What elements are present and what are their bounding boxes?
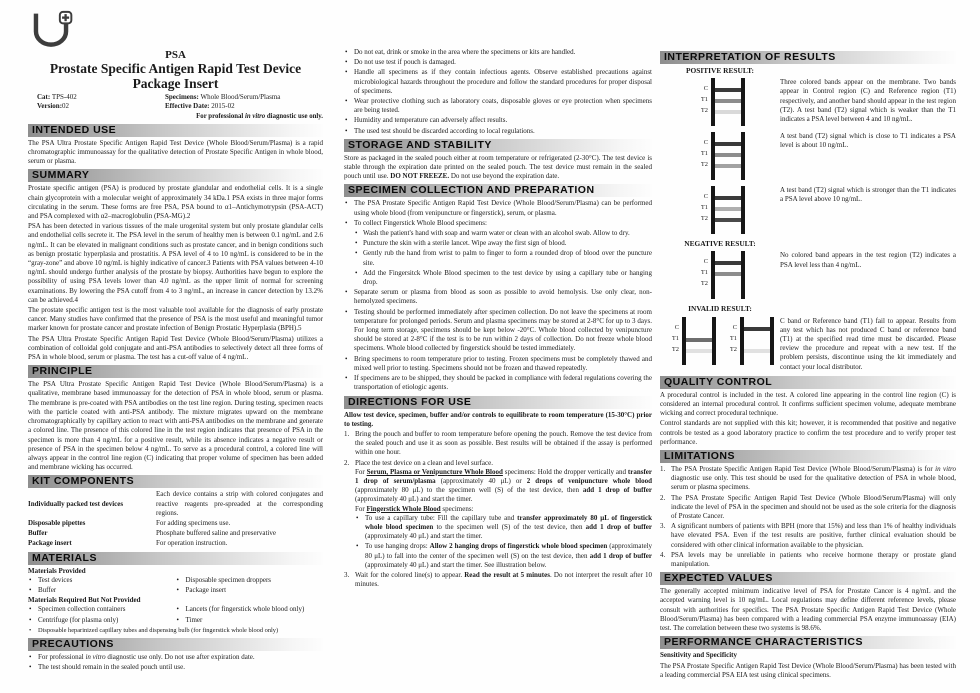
result-band bbox=[715, 207, 741, 211]
positive-result-text-2: A test band (T2) signal which is close to T1 indicates a PSA level is about 10 ng/mL. bbox=[780, 132, 956, 150]
result-band bbox=[715, 218, 741, 222]
kit-components-table bbox=[28, 490, 323, 548]
device-band-labels: C T1 T2 bbox=[700, 85, 708, 115]
summary-p1: Prostate specific antigen (PSA) is produced by prostate glandular and endothelial cells. It is a single chain glycoprotein with a molecular weight of approximately 34 kDa.1 PSA exists in three major forms circulating in the serum. These forms are free PSA, PSA bound to α1–Antichymotrypsin (PSA-ACT) and PSA complexed with α2–macroglobulin (PSA-MG).2 bbox=[28, 184, 323, 221]
list-item: • To collect Fingerstick Whole Blood specimens: • Wash the patient's hand with soap and warm water or clean with an alcohol swab. Allow to dry. • Puncture the skin with a sterile lancet. Wipe away the first sign of blood. • Gently rub the hand from wrist to palm to finger to form a rounded drop of blood over the puncture site. • Add the Fingersitck Whole Blood specimen to the test device by using a capillary tube or hanging drop. bbox=[344, 219, 652, 287]
positive-result-row-3 bbox=[660, 185, 956, 235]
header-meta bbox=[28, 93, 323, 121]
title-line3: Package Insert bbox=[132, 76, 219, 92]
kit-row bbox=[28, 529, 323, 538]
section-header-precautions: PRECAUTIONS bbox=[28, 638, 323, 651]
result-band bbox=[715, 153, 741, 157]
catalog-number: Cat: TPS-402 bbox=[37, 93, 77, 102]
device-band-labels: C T1 T2 bbox=[671, 323, 679, 353]
test-strip bbox=[711, 132, 745, 180]
invalid-result-text: C band or Reference band (T1) fail to appear. Results from any test which has not produced C band or reference band (T1) at the specified read time must be discarded. Please review the procedure and repeat with a new test. If the problem persists, discontinue using the kit immediately and contact your local distributor. bbox=[780, 316, 956, 371]
list-item: • Testing should be performed immediately after specimen collection. Do not leave the specimens at room temperature for prolonged periods. Serum and plasma specimens may be stored at 2-8°C for up to 3 days. For long term storage, specimens should be kept below -20°C. Whole blood collected by venipuncture should be stored at 2-8°C if the test is to be run within 2 days of collection. Do not freeze whole blood specimens. Whole blood collected by fingerstick should be tested immediately. bbox=[344, 308, 652, 354]
list-item: The PSA Prostate Specific Antigen Rapid Test Device (Whole Blood/Serum/Plasma) is for in vitro diagnostic use only. This test should be used for the qualitative detection of PSA in whole blood, serum or plasma specimens. bbox=[671, 465, 957, 492]
list-item: • If specimens are to be shipped, they should be packed in compliance with federal regulations covering the transportation of etiologic agents. bbox=[344, 374, 652, 392]
kit-row bbox=[28, 519, 323, 528]
result-band bbox=[715, 196, 741, 200]
kit-item-desc: For operation instruction. bbox=[156, 539, 228, 548]
list-item: • Disposable heparinized capillary tubes and dispensing bulb (for fingerstick whole blood only) bbox=[28, 626, 323, 635]
section-header-limitations: LIMITATIONS bbox=[660, 450, 956, 463]
result-band bbox=[686, 338, 712, 342]
expected-values-body: The generally accepted minimum indicative level of PSA for Prostate Cancer is 4 ng/mL and the accepted warning level is 10 ng/mL. Local regulations may define different reference levels, please consult with authorities for specifics. The PSA Prostate Specific Antigen Rapid Test Device (Whole Blood/Serum/Plasma) has been compared with a leading commercial PSA enzyme immunoassay (EIA) test. The correlation between these two systems is 98.6%. bbox=[660, 587, 956, 633]
list-item: • Centrifuge (for plasma only) bbox=[28, 616, 176, 625]
test-device-diagram-positive-close bbox=[695, 132, 745, 180]
sub-list-item: • Gently rub the hand from wrist to palm to finger to form a rounded drop of blood over the puncture site. bbox=[354, 249, 652, 267]
result-band bbox=[715, 261, 741, 265]
sub-list-item: • Wash the patient's hand with soap and warm water or clean with an alcohol swab. Allow to dry. bbox=[354, 229, 652, 238]
list-item: • Do not use test if pouch is damaged. bbox=[344, 58, 652, 67]
list-item: • For professional in vitro diagnostic use only. Do not use after expiration date. bbox=[28, 653, 323, 662]
materials-provided-label: Materials Provided bbox=[28, 566, 86, 575]
section-header-storage: STORAGE AND STABILITY bbox=[344, 139, 652, 152]
section-header-principle: PRINCIPLE bbox=[28, 365, 323, 378]
section-header-quality-control: QUALITY CONTROL bbox=[660, 376, 956, 389]
professional-use-note: For professional in vitro diagnostic use only. bbox=[196, 112, 323, 120]
device-band-labels: C T1 T2 bbox=[729, 323, 737, 353]
test-device-diagram-invalid-no-t1 bbox=[724, 317, 774, 365]
sub-list-item: • Puncture the skin with a sterile lancet. Wipe away the first sign of blood. bbox=[354, 239, 652, 248]
list-item: • Specimen collection containers bbox=[28, 605, 176, 614]
directions-step-3: Wait for the colored line(s) to appear. Read the result at 5 minutes. Do not interpret the result after 10 minutes. bbox=[355, 570, 653, 589]
kit-row bbox=[28, 490, 323, 518]
list-item: • Handle all specimens as if they contain infectious agents. Observe established precautions against microbiological hazards throughout the procedure and follow the standard procedures for proper disposal of specimens. bbox=[344, 68, 652, 96]
positive-result-row-2 bbox=[660, 131, 956, 181]
test-device-diagram-invalid-no-c bbox=[666, 317, 716, 365]
list-item: • To use hanging drops: Allow 2 hanging drops of fingerstick whole blood specimen (approximately 80 μL) to fall into the center of the specimen well (S) on the test device, then add 1 drop of buffer (approximately 40 μL) and start the timer. See illustration below. bbox=[355, 542, 652, 570]
result-band bbox=[686, 349, 712, 353]
result-band bbox=[744, 327, 770, 331]
result-band bbox=[715, 99, 741, 103]
step2-fingerstick-label: For Fingerstick Whole Blood specimens: bbox=[355, 504, 474, 513]
step2-fingerstick-methods bbox=[355, 514, 652, 570]
middle-column bbox=[344, 48, 652, 590]
section-header-materials: MATERIALS bbox=[28, 552, 323, 565]
test-device-diagram-negative bbox=[695, 251, 745, 299]
invalid-result-row bbox=[660, 316, 956, 372]
positive-result-label: POSITIVE RESULT: bbox=[686, 66, 754, 75]
list-item: • Lancets (for fingerstick whole blood only) bbox=[176, 605, 324, 614]
list-item: • The used test should be discarded according to local regulations. bbox=[344, 127, 652, 136]
directions-steps bbox=[344, 430, 652, 589]
device-band-labels: C T1 T2 bbox=[700, 193, 708, 223]
result-band bbox=[715, 164, 741, 168]
list-item: • Humidity and temperature can adversely affect results. bbox=[344, 116, 652, 125]
step2-intro: Place the test device on a clean and level surface. bbox=[355, 458, 493, 467]
invalid-result-label: INVALID RESULT: bbox=[688, 304, 752, 314]
section-header-intended-use: INTENDED USE bbox=[28, 124, 323, 137]
test-strip bbox=[711, 251, 745, 299]
negative-result-row bbox=[660, 250, 956, 300]
materials-required bbox=[28, 605, 323, 625]
step2-serum: For Serum, Plasma or Venipuncture Whole Blood specimens: Hold the dropper vertically and transfer 1 drop of serum/plasma (approximately 40 μL) or 2 drops of venipuncture whole blood (approximately 80 μL) to the specimen well (S) of the test device, then add 1 drop of buffer (approximately 40 μL) and start the timer. bbox=[355, 467, 653, 504]
title-line2: Prostate Specific Antigen Rapid Test Device bbox=[49, 61, 302, 77]
kit-item-name: Disposable pipettes bbox=[28, 518, 86, 527]
list-item: • The test should remain in the sealed pouch until use. bbox=[28, 663, 323, 672]
limitations-list bbox=[660, 465, 956, 569]
section-header-summary: SUMMARY bbox=[28, 169, 323, 182]
effective-date: Effective Date: 2015-02 bbox=[165, 102, 235, 111]
title-line1: PSA bbox=[165, 49, 186, 62]
list-item: • To use a capillary tube: Fill the capillary tube and transfer approximately 80 μL of fingerstick whole blood specimen to the specimen well (S) of the test device, then add 1 drop of buffer (approximately 40 μL) and start the timer. bbox=[355, 514, 652, 542]
summary-p2: PSA has been detected in various tissues of the male urogenital system but only prostate glandular cells and endothelial cells secrete it. The PSA level in the serum of healthy men is between 0.1 ng/mL and 2.6 ng/mL. It can be elevated in malignant conditions such as prostate cancer, and in benign conditions such as benign prostatic hyperplasia and prostatitis. A PSA level of 4 to 10 ng/mL is considered to be in the “gray-zone” and above 10 ng/mL is highly indicative of cancer.3 Patients with PSA values between 4-10 ng/mL should undergo further analysis of the prostate by biopsy. Authorities have begun to explore the possibility of using PSA levels lower than 4.0 ng/mL as the upper limit of normal for screening examinations. By lowering the PSA cutoff from 4 to 3 ng/mL, an increase in cancer detection by 13.2% can be achieved.4 bbox=[28, 222, 323, 304]
right-column bbox=[660, 48, 956, 681]
list-item: • Bring specimens to room temperature prior to testing. Frozen specimens must be completely thawed and mixed well prior to testing. Specimens should not be frozen and thawed repeatedly. bbox=[344, 355, 652, 373]
positive-result-text-1: Three colored bands appear on the membrane. Two bands appear in Control region (C) and Reference region (T1) respectively, and another band should appear in the test region (T2). A test band (T2) signal which is weaker than the T1 indicates a PSA level between 4 and 10 ng/mL. bbox=[780, 78, 956, 124]
list-item: • Timer bbox=[176, 616, 324, 625]
directions-step-2 bbox=[344, 459, 652, 570]
sensitivity-specificity-label: Sensitivity and Specificity bbox=[660, 651, 738, 660]
left-column bbox=[28, 8, 323, 673]
summary-p3: The prostate specific antigen test is the most valuable tool available for the diagnosis of early prostate cancer. Many studies have confirmed that the presence of PSA is the most useful and meaningful tumor marker known for prostate cancer and prostate infection of Benign Prostatic Hyperplasia (BPH).5 bbox=[28, 306, 323, 333]
section-header-kit-components: KIT COMPONENTS bbox=[28, 475, 323, 488]
quality-control-p1: A procedural control is included in the test. A colored line appearing in the control line region (C) is considered an internal procedural control. It confirms sufficient specimen volume, adequate membrane wicking and correct procedural technique. bbox=[660, 390, 956, 418]
device-band-labels: C T1 T2 bbox=[700, 139, 708, 169]
list-item: • Buffer bbox=[28, 586, 176, 595]
positive-result-row-1 bbox=[660, 77, 956, 127]
result-band bbox=[744, 349, 770, 353]
kit-item-name: Buffer bbox=[28, 529, 48, 538]
list-item: • Separate serum or plasma from blood as soon as possible to avoid hemolysis. Use only clear, non-hemolyzed specimens. bbox=[344, 288, 652, 306]
kit-row bbox=[28, 539, 323, 548]
specimens: Specimens: Whole Blood/Serum/Plasma bbox=[165, 93, 281, 102]
test-strip bbox=[682, 317, 716, 365]
section-header-specimen: SPECIMEN COLLECTION AND PREPARATION bbox=[344, 184, 652, 197]
list-item: • Test devices bbox=[28, 576, 176, 585]
kit-item-desc: Phosphate buffered saline and preservative bbox=[156, 529, 276, 538]
list-item: • Wear protective clothing such as laboratory coats, disposable gloves or eye protection when specimens are being tested. bbox=[344, 97, 652, 115]
sub-list-item: • Add the Fingersitck Whole Blood specimen to the test device by using a capillary tube or hanging drop. bbox=[354, 269, 652, 287]
precautions-list bbox=[28, 653, 323, 672]
test-strip bbox=[711, 78, 745, 126]
list-item: • Package insert bbox=[176, 586, 324, 595]
positive-result-text-3: A test band (T2) signal which is stronger than the T1 indicates a PSA level above 10 ng/mL. bbox=[780, 186, 956, 204]
summary-p4: The PSA Ultra Prostate Specific Antigen Rapid Test Device (Whole Blood/Serum/Plasma) utilizes a combination of colloidal gold conjugate and anti-PSA antibodies to selectively detect all three forms of PSA in whole blood, serum or plasma. The test has a cut-off value of 4 ng/mL. bbox=[28, 334, 323, 362]
storage-body: Store as packaged in the sealed pouch either at room temperature or refrigerated (2-30°C). The test device is stable through the expiration date printed on the sealed pouch. The test device must remain in the sealed pouch until use. DO NOT FREEZE. Do not use beyond the expiration date. bbox=[344, 153, 652, 181]
section-header-directions: DIRECTIONS FOR USE bbox=[344, 396, 652, 409]
section-header-interpretation: INTERPRETATION OF RESULTS bbox=[660, 51, 956, 64]
test-device-diagram-positive-strong bbox=[695, 186, 745, 234]
handling-precautions-list bbox=[344, 48, 652, 136]
directions-step-1: Bring the pouch and buffer to room temperature before opening the pouch. Remove the test device from the sealed pouch and use it as soon as possible. Best results will be obtained if the assay is performed within one hour. bbox=[355, 429, 652, 457]
materials-provided bbox=[28, 576, 323, 596]
test-strip bbox=[711, 186, 745, 234]
kit-item-name: Package insert bbox=[28, 539, 72, 548]
principle-body: The PSA Ultra Prostate Specific Antigen Rapid Test Device (Whole Blood/Serum/Plasma) is a qualitative, membrane based immunoassay for the detection of PSA in whole blood, serum or plasma. The membrane is pre-coated with PSA antibodies on the test line region. During testing, specimen reacts with the particle coated with anti-PSA antibody. The mixture migrates upward on the membrane chromatographically by capillary action to react with anti-PSA antibodies on the membrane and generate a colored line. The presence of this colored line in the test region indicates that presence of PSA in the specimen is more than 4 ng/mL for a positive result, while its absence indicates a negative result or presence of PSA in the specimen below 4 ng/mL. To serve as a procedural control, a colored line will always appear in the control line region (C) indicating that proper volume of specimen has been added and membrane wicking has occurred. bbox=[28, 380, 323, 472]
list-item: • The PSA Prostate Specific Antigen Rapid Test Device (Whole Blood/Serum/Plasma) can be performed using whole blood (from venipuncture or fingerstick), serum, or plasma. bbox=[344, 199, 652, 217]
list-item: The PSA Prostate Specific Antigen Rapid Test Device (Whole Blood/Serum/Plasma) will only indicate the level of PSA in the specimen and should not be used as the sole criteria for the diagnosis of Prostate Cancer. bbox=[671, 493, 956, 521]
version: Version:02 bbox=[37, 102, 70, 111]
list-item: • Do not eat, drink or smoke in the area where the specimens or kits are handled. bbox=[344, 48, 652, 57]
device-band-labels: C T1 T2 bbox=[700, 258, 708, 288]
specimen-list bbox=[344, 199, 652, 392]
test-strip bbox=[740, 317, 774, 365]
test-device-diagram-positive-weak bbox=[695, 78, 745, 126]
negative-result-label: NEGATIVE RESULT: bbox=[684, 239, 756, 249]
quality-control-p2: Control standards are not supplied with this kit; however, it is recommended that positive and negative controls be tested as a good laboratory practice to confirm the test procedure and to verify proper test performance. bbox=[660, 419, 956, 446]
u-plus-logo-icon bbox=[28, 10, 74, 58]
result-band bbox=[715, 142, 741, 146]
performance-body: The PSA Prostate Specific Antigen Rapid Test Device (Whole Blood/Serum/Plasma) has been tested with a leading commercial PSA EIA test using clinical specimens. bbox=[660, 661, 956, 679]
sub-list bbox=[354, 229, 652, 287]
negative-result-text: No colored band appears in the test region (T2) indicates a PSA level less than 4 ng/mL. bbox=[780, 251, 956, 269]
intended-use-body: The PSA Ultra Prostate Specific Antigen Rapid Test Device (Whole Blood/Serum/Plasma) is a rapid chromatographic immunoassay for the qualitative detection of Prostate Specific Antigen in whole blood, serum or plasma. bbox=[28, 138, 323, 166]
section-header-expected-values: EXPECTED VALUES bbox=[660, 572, 956, 585]
list-item: • Disposable specimen droppers bbox=[176, 576, 324, 585]
result-band bbox=[715, 110, 741, 114]
kit-item-desc: For adding specimens use. bbox=[156, 518, 231, 527]
kit-item-desc: Each device contains a strip with colored conjugates and reactive reagents pre-spreaded at the corresponding regions. bbox=[156, 490, 323, 517]
result-band bbox=[715, 88, 741, 92]
list-item: PSA levels may be unreliable in patients who receive hormone therapy or prostate gland manipulation. bbox=[671, 550, 956, 569]
materials-required-label: Materials Required But Not Provided bbox=[28, 596, 141, 605]
kit-item-name: Individually packed test devices bbox=[28, 499, 124, 508]
section-header-performance: PERFORMANCE CHARACTERISTICS bbox=[660, 636, 956, 649]
materials-required-full bbox=[28, 626, 323, 635]
list-item: A significant numbers of patients with BPH (more that 15%) and less than 1% of healthy individuals have elevated PSA. Even if the test results are positive, further clinical evaluation should be considered with other clinical information available to the physician. bbox=[671, 522, 956, 549]
directions-intro: Allow test device, specimen, buffer and/or controls to equilibrate to room temperature (15-30°C) prior to testing. bbox=[344, 410, 652, 428]
result-band bbox=[715, 272, 741, 276]
